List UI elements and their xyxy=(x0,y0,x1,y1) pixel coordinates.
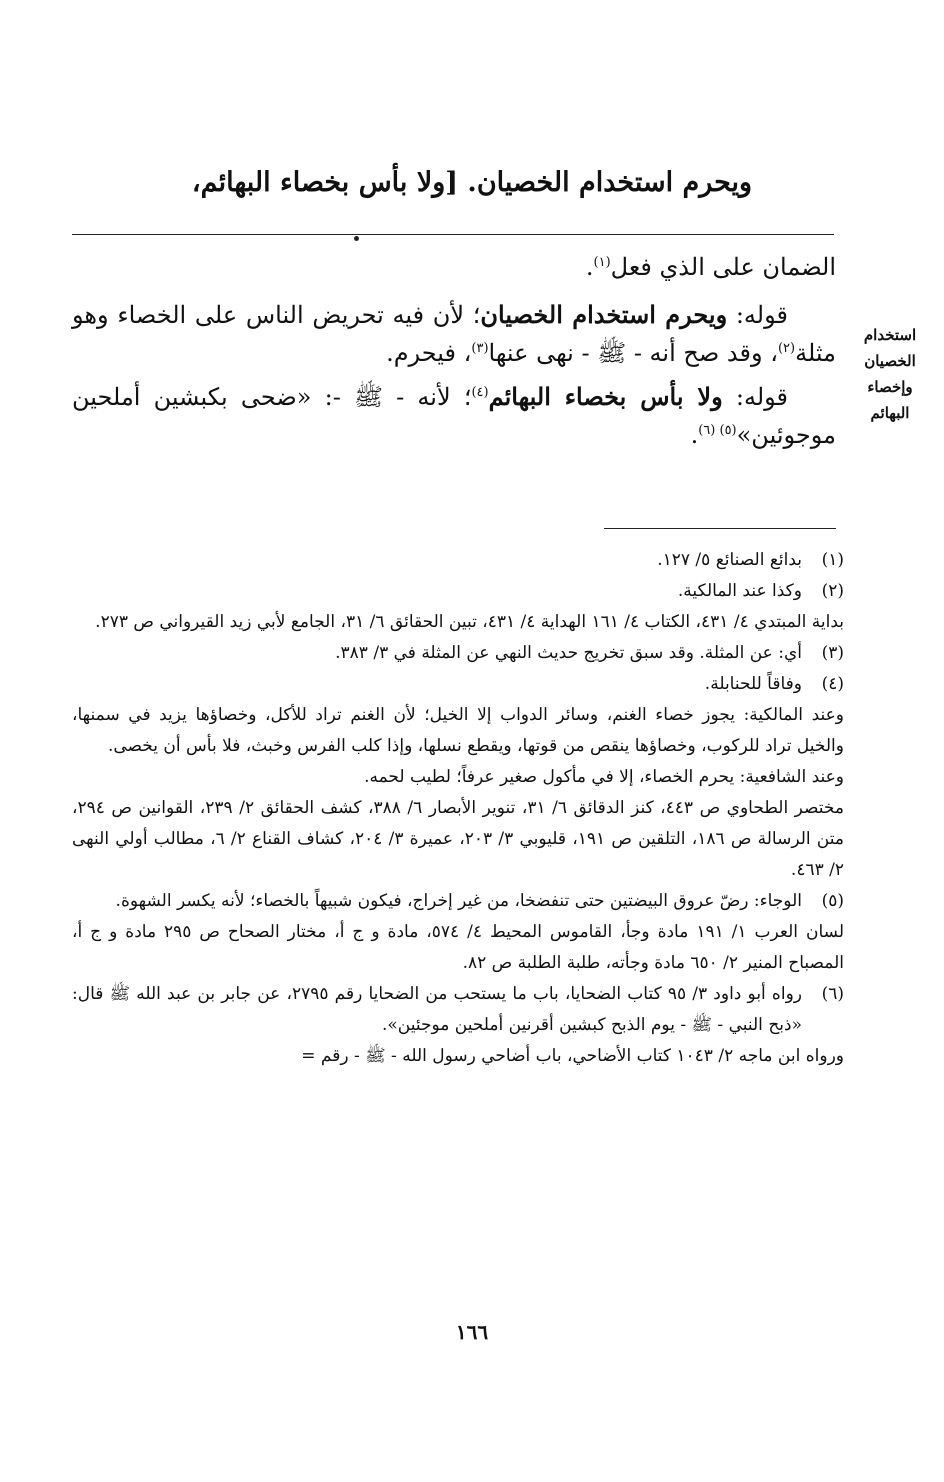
footnote-continuation: لسان العرب ١/ ١٩١ مادة وجأ، القاموس المحيط ٤/ ٥٧٤، مادة و ج أ، مختار الصحاح ص ٢٩٥ مادة و ج أ، المصباح المنير ٢/ ٦٥٠ مادة وجأته، طلبة الطلبة ص ٨٢. xyxy=(72,922,844,973)
footnote-text: وفاقاً للحنابلة. xyxy=(704,674,802,694)
footnote-number: (٦) xyxy=(821,984,844,1004)
matn-heading: ويحرم استخدام الخصيان. [ولا بأس بخصاء البهائم، xyxy=(191,167,753,198)
commentary-paragraph xyxy=(72,378,836,454)
quoted-matn: ولا بأس بخصاء البهائم xyxy=(488,382,723,411)
footnote-divider xyxy=(604,528,836,529)
footnote-number: (٤) xyxy=(821,674,844,694)
margin-note-line: وإخصاء xyxy=(867,378,913,396)
footnote-ref[interactable]: (٤) xyxy=(471,385,489,400)
footnote-text: الوجاء: رضّ عروق البيضتين حتى تنفضخا، من غير إخراج، فيكون شبيهاً بالخصاء؛ لأنه يكسر الشهوة. xyxy=(115,891,802,911)
footnote xyxy=(72,576,844,607)
footnote-continuation: ورواه ابن ماجه ٢/ ١٠٤٣ كتاب الأضاحي، باب أضاحي رسول الله - ﷺ - رقم = xyxy=(301,1046,844,1066)
text: ، فيحرم. xyxy=(386,339,472,367)
commentary-paragraph xyxy=(72,248,836,286)
footnote xyxy=(72,669,844,700)
margin-note xyxy=(848,322,932,426)
footnote xyxy=(72,886,844,917)
footnote xyxy=(72,979,844,1041)
commentary-paragraph xyxy=(72,296,836,372)
footnote-ref[interactable]: (٣) xyxy=(471,341,489,356)
text: ، وقد صح أنه - ﷺ - نهى عنها xyxy=(488,339,778,367)
footnotes xyxy=(72,545,844,1072)
footnote-text: وكذا عند المالكية. xyxy=(677,581,802,601)
text: قوله: xyxy=(727,301,788,329)
text: ؛ لأنه - ﷺ -: «ضحى بكبشين أملحين موجوئين» xyxy=(72,383,836,449)
footnote-ref[interactable]: (١) xyxy=(593,255,611,270)
ornament-dot xyxy=(354,236,359,241)
footnote-continuation: وعند المالكية: يجوز خصاء الغنم، وسائر الدواب إلا الخيل؛ لأن الغنم تراد للأكل، وخصاؤها يزيد في سمنها، والخيل تراد للركوب، وخصاؤها ينقص من قوتها، ويقطع نسلها، وإذا كلب الفرس وخبث، فلا بأس أن يخصى. xyxy=(72,705,844,756)
text: الضمان على الذي فعل xyxy=(610,253,836,281)
text: . xyxy=(690,421,699,449)
footnote xyxy=(72,545,844,576)
text: ؛ لأن فيه تحريض الناس على الخصاء وهو مثلة xyxy=(72,301,836,367)
commentary xyxy=(72,248,836,460)
top-divider xyxy=(72,234,834,235)
margin-note-line: البهائم xyxy=(870,404,910,422)
footnote-text: أي: عن المثلة. وقد سبق تخريج حديث النهي عن المثلة في ٣/ ٣٨٣. xyxy=(335,643,802,663)
footnote-text: بدائع الصنائع ٥/ ١٢٧. xyxy=(657,550,802,570)
footnote xyxy=(72,638,844,669)
text: قوله: xyxy=(722,383,789,411)
footnote-number: (٣) xyxy=(821,643,844,663)
footnote-ref[interactable]: (٥) (٦) xyxy=(698,423,737,438)
text: . xyxy=(585,253,594,281)
footnote-number: (١) xyxy=(821,550,844,570)
footnote-text: رواه أبو داود ٣/ ٩٥ كتاب الضحايا، باب ما يستحب من الضحايا رقم ٢٧٩٥، عن جابر بن عبد الله ﷺ قال: «ذبح النبي - ﷺ - يوم الذبح كبشين أقرنين أملحين موجئين». xyxy=(72,984,802,1035)
footnote-number: (٢) xyxy=(821,581,844,601)
footnote-continuation: مختصر الطحاوي ص ٤٤٣، كنز الدقائق ٦/ ٣١، تنوير الأبصار ٦/ ٣٨٨، كشف الحقائق ٢/ ٢٣٩، القوانين ص ٢٩٤، متن الرسالة ص ١٨٦، التلقين ص ١٩١، قليوبي ٣/ ٢٠٣، عميرة ٣/ ٢٠٤، كشاف القناع ٢/ ٦، مطالب أولي النهى ٢/ ٤٦٣. xyxy=(72,798,845,880)
footnote-number: (٥) xyxy=(821,891,844,911)
margin-note-line: الخصيان xyxy=(864,352,916,370)
footnote-continuation: بداية المبتدي ٤/ ٤٣١، الكتاب ٤/ ١٦١ الهداية ٤/ ٤٣١، تبين الحقائق ٦/ ٣١، الجامع لأبي زيد القيرواني ص ٢٧٣. xyxy=(95,612,844,632)
footnote-continuation: وعند الشافعية: يحرم الخصاء، إلا في مأكول صغير عرفاً؛ لطيب لحمه. xyxy=(364,767,844,787)
quoted-matn: ويحرم استخدام الخصيان xyxy=(480,300,728,329)
footnote-ref[interactable]: (٢) xyxy=(777,341,796,356)
margin-note-line: استخدام xyxy=(863,326,917,344)
page-number: ١٦٦ xyxy=(455,1320,489,1344)
